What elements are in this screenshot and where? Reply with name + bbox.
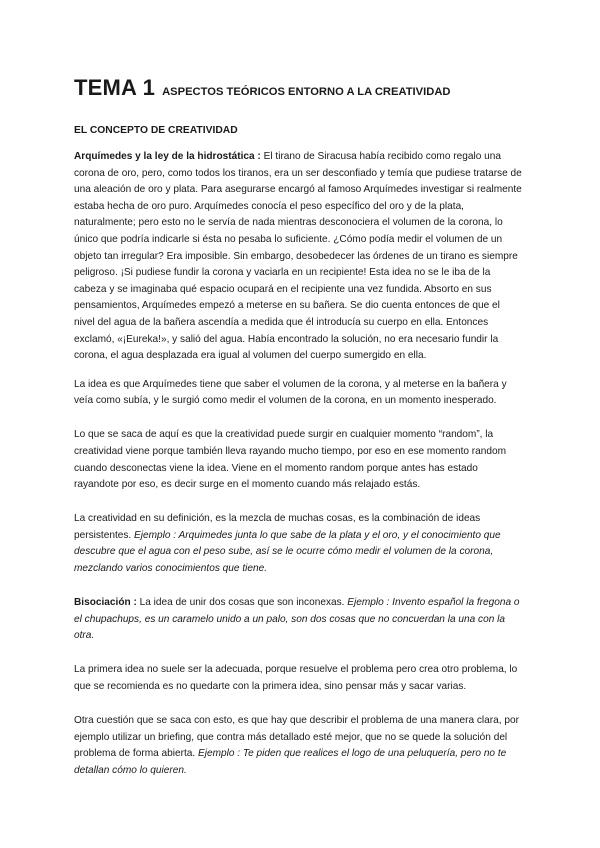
document-page xyxy=(74,74,522,797)
bisociation-example: Ejemplo : Invento español la fregona o el chupachups, es un caramelo unido a un palo, son dos cosas que no concuerdan la una con la otra. xyxy=(74,597,520,642)
topic-number: TEMA 1 xyxy=(74,75,156,100)
briefing-example: Ejemplo : Te piden que realices el logo de una peluquería, pero no te detallan cómo lo quieren. xyxy=(74,748,507,776)
definition-text: La creatividad en su definición, es la mezcla de muchas cosas, es la combinación de ideas persistentes. xyxy=(74,513,481,541)
bisociation-lead: Bisociación : xyxy=(74,597,137,609)
archimedes-text: El tirano de Siracusa había recibido como regalo una corona de oro, pero, como todos los tiranos, era un ser desconfiado y temía que pudiese tratarse de una aleación de oro y plata. Para asegurarse encargó al famoso Arquímedes investigar si realmente estaba hecha de oro puro. Arquímedes conocía el peso específico del oro y de la plata, naturalmente; pero esto no le servía de nada mientras desconociera el volumen de la corona, lo único que podría indicarle si ésta no pesaba lo suficiente. ¿Cómo podía medir el volumen de un objeto tan irregular? Era imposible. Sin embargo, desobedecer las órdenes de un tirano es siempre peligroso. ¡Si pudiese fundir la corona y vaciarla en un recipiente! Esta idea no se le iba de la cabeza y se imaginaba qué espacio ocupará en el recipiente una vez fundida. Absorto en sus pensamientos, Arquímedes empezó a meterse en su bañera. Se dio cuenta entonces de que el nivel del agua de la bañera ascendía a medida que él introducía su cuerpo en ella. Entonces exclamó, «¡Eureka!», y salió del agua. Había encontrado la solución, no era necesario fundir la corona, el agua desplazada era igual al volumen del cuerpo sumergido en ella. xyxy=(74,151,522,362)
briefing-text: Otra cuestión que se saca con esto, es que hay que describir el problema de una manera clara, por ejemplo utilizar un briefing, que contra más detallado esté mejor, que no se quede la solución del problema de forma abierta. xyxy=(74,715,519,760)
archimedes-lead: Arquímedes y la ley de la hidrostática : xyxy=(74,151,261,162)
paragraph-archimedes xyxy=(74,149,522,365)
paragraph-bisociation xyxy=(74,595,522,645)
paragraph-briefing xyxy=(74,713,522,779)
bisociation-text: La idea de unir dos cosas que son inconexas. xyxy=(136,597,348,609)
topic-subtitle: ASPECTOS TEÓRICOS ENTORNO A LA CREATIVIDAD xyxy=(162,86,451,98)
paragraph-definition xyxy=(74,511,522,577)
paragraph-random: Lo que se saca de aquí es que la creatividad puede surgir en cualquier momento “random”, la creatividad viene porque también lleva rayando mucho tiempo, por eso en ese momento random cuando desconectas viene la idea. Viene en el momento random porque antes has estado rayandote por eso, es decir surge en el momento cuando más relajado estás. xyxy=(74,429,507,491)
paragraph-first-idea: La primera idea no suele ser la adecuada, porque resuelve el problema pero crea otro problema, lo que se recomienda es no quedarte con la primera idea, sino pensar más y sacar varias. xyxy=(74,664,518,693)
document-title xyxy=(74,74,522,106)
section-heading: EL CONCEPTO DE CREATIVIDAD xyxy=(74,125,238,136)
definition-example: Ejemplo : Arquimedes junta lo que sabe de la plata y el oro, y el conocimiento que descubre que el agua con el peso sube, así se le ocurre cómo medir el volumen de la corona, mezclando varios conocimientos que tiene. xyxy=(74,529,501,575)
paragraph-idea: La idea es que Arquímedes tiene que saber el volumen de la corona, y al meterse en la bañera y veía como subía, y le surgió como medir el volumen de la corona, en un momento inesperado. xyxy=(74,378,507,407)
